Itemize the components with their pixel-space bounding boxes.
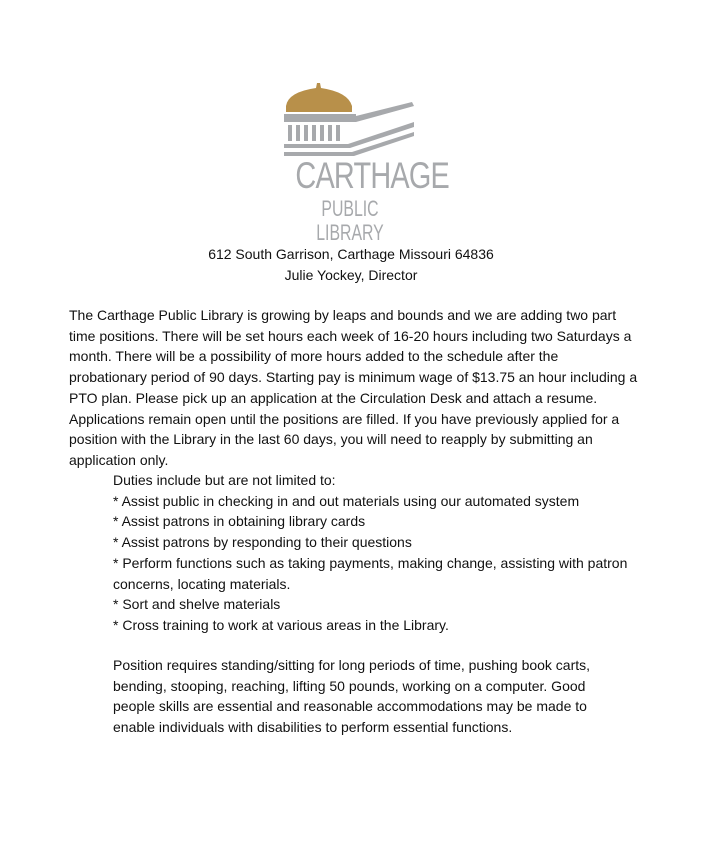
base-stroke: [284, 122, 414, 148]
requirements-paragraph: Position requires standing/sitting for long periods of time, pushing book carts, bending, stooping, reaching, lifting 50 pounds, working on a computer. Good people skills are essential and reasonable accommodations may be made to enable individuals with disabilities to perform essential functions.: [113, 657, 591, 736]
job-description-paragraph: The Carthage Public Library is growing by leaps and bounds and we are adding two part time positions. There will be set hours each week of 16-20 hours including two Saturdays a month. There will be a possibility of more hours added to the schedule after the probationary period of 90 days. Starting pay is minimum wage of $13.75 an hour including a PTO plan. Please pick up an application at the Circulation Desk and attach a resume. Applications remain open until the positions are filled. If you have previously applied for a position with the Library in the last 60 days, you will need to reapply by submitting an application only.: [69, 307, 638, 468]
director-line: Julie Yockey, Director: [284, 267, 418, 283]
columns: [288, 125, 340, 141]
logo-subtitle: PUBLIC LIBRARY: [316, 196, 384, 245]
duty-item: * Assist public in checking in and out materials using our automated system: [113, 492, 580, 509]
dome-shape: [286, 83, 352, 112]
duties-intro: Duties include but are not limited to:: [113, 472, 336, 488]
duty-item: * Assist patrons in obtaining library cards: [113, 513, 366, 530]
duty-item: * Sort and shelve materials: [113, 596, 281, 613]
duties-list: [113, 470, 643, 636]
address-line: 612 South Garrison, Carthage Missouri 64836: [208, 246, 494, 262]
duty-item: * Perform functions such as taking payments, making change, assisting with patron concerns, locating materials.: [113, 554, 628, 592]
duty-item: * Cross training to work at various areas in the Library.: [113, 616, 449, 633]
logo-title: CARTHAGE: [295, 155, 449, 196]
library-building-icon: [280, 80, 420, 156]
duty-item: * Assist patrons by responding to their questions: [113, 534, 412, 551]
library-logo: [280, 80, 449, 245]
